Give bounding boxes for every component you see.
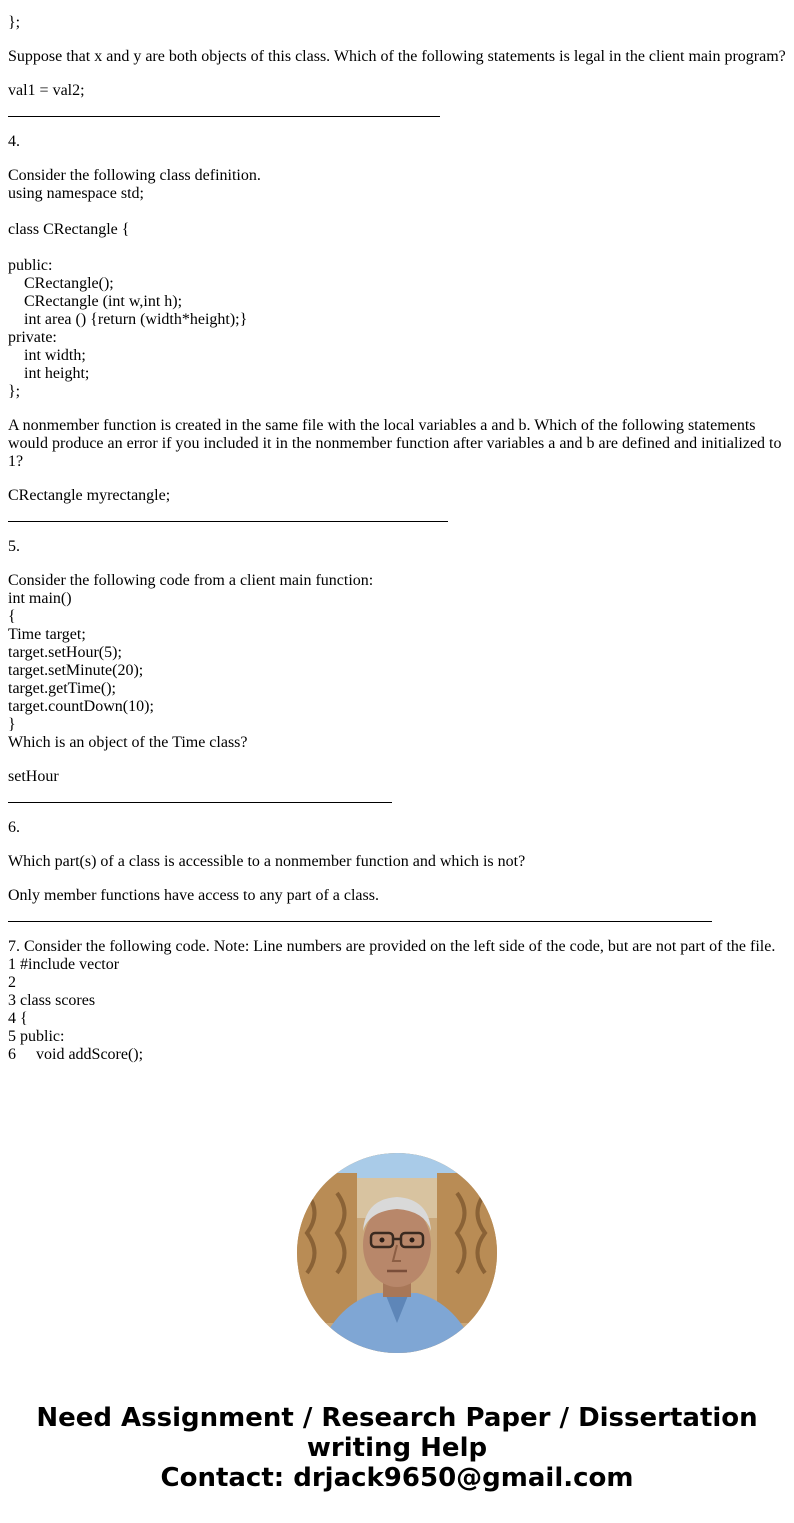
- promo-banner: [0, 1403, 794, 1493]
- code-line: int width;: [8, 347, 86, 364]
- code-line: target.getTime();: [8, 680, 116, 697]
- code-line: int main(): [8, 590, 72, 607]
- q4-question: A nonmember function is created in the same file with the local variables a and b. Which of the following statements would produce an error if you included it in the nonmember function after variables a and b are defined and initialized to 1?: [8, 417, 782, 470]
- q7-intro: 7. Consider the following code. Note: Line numbers are provided on the left side of the code, but are not part of the file.: [8, 938, 776, 955]
- q4-intro: Consider the following class definition.: [8, 167, 261, 184]
- code-line: target.setHour(5);: [8, 644, 122, 661]
- code-line: 1 #include vector: [8, 956, 120, 973]
- promo-contact: Contact: drjack9650@gmail.com: [160, 1463, 634, 1493]
- promo-line-1: Need Assignment / Research Paper / Dissertation: [36, 1403, 758, 1433]
- code-line: private:: [8, 329, 57, 346]
- q4-number: 4.: [8, 133, 20, 150]
- q5-number: 5.: [8, 538, 20, 555]
- portrait-illustration: [297, 1153, 497, 1353]
- q6-answer: Only member functions have access to any part of a class.: [8, 887, 379, 904]
- code-line: target.countDown(10);: [8, 698, 154, 715]
- q5-answer: setHour: [8, 768, 59, 785]
- code-line: 6 void addScore();: [8, 1046, 144, 1063]
- code-line: };: [8, 383, 21, 400]
- code-line: [8, 239, 788, 257]
- code-line: }: [8, 716, 16, 733]
- q6-number: 6.: [8, 819, 20, 836]
- q5-question: Which is an object of the Time class?: [8, 734, 248, 751]
- code-line: 3 class scores: [8, 992, 96, 1009]
- q3-answer: val1 = val2;: [8, 82, 85, 99]
- code-line: [8, 203, 788, 221]
- q3-question: Suppose that x and y are both objects of this class. Which of the following statements is legal in the client main program?: [8, 48, 786, 65]
- code-line: 5 public:: [8, 1028, 65, 1045]
- document-content: [8, 14, 788, 1122]
- code-line: {: [8, 608, 16, 625]
- q5-intro: Consider the following code from a client main function:: [8, 572, 374, 589]
- code-line: target.setMinute(20);: [8, 662, 144, 679]
- code-line: CRectangle();: [8, 275, 114, 292]
- author-photo: [297, 1153, 497, 1353]
- code-line: 2: [8, 974, 16, 991]
- code-line: int area () {return (width*height);}: [8, 311, 248, 328]
- code-line: CRectangle (int w,int h);: [8, 293, 183, 310]
- code-line: using namespace std;: [8, 185, 144, 202]
- q4-answer: CRectangle myrectangle;: [8, 487, 171, 504]
- code-line: int height;: [8, 365, 90, 382]
- q3-closing-brace: };: [8, 14, 21, 31]
- code-line: public:: [8, 257, 53, 274]
- code-line: 4 {: [8, 1010, 28, 1027]
- code-line: Time target;: [8, 626, 86, 643]
- q6-question: Which part(s) of a class is accessible to a nonmember function and which is not?: [8, 853, 526, 870]
- code-line: class CRectangle {: [8, 221, 130, 238]
- promo-line-2: writing Help: [306, 1433, 488, 1463]
